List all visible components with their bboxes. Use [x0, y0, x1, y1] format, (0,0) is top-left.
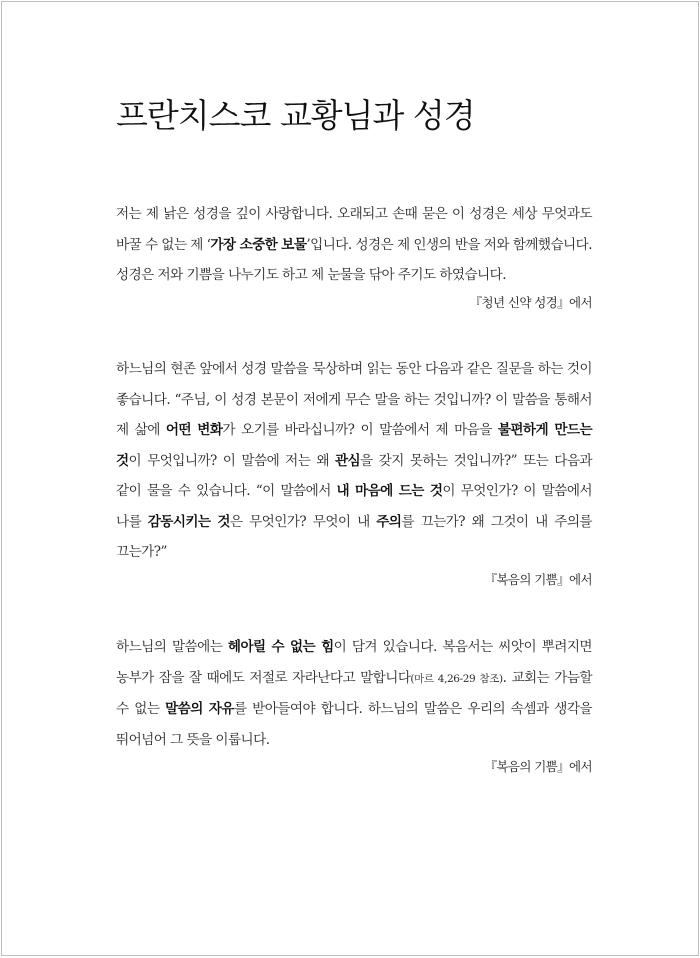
quote-source-1: 『청년 신약 성경』에서: [469, 294, 592, 310]
emphasis-text: 불편하게 만드는 것: [116, 422, 592, 469]
emphasis-text: 말씀의 자유: [165, 701, 234, 717]
quote-text: 이 무엇입니까? 이 말씀에 저는 왜: [128, 452, 335, 469]
quote-section-1: [116, 199, 592, 311]
quote-paragraph-2: [116, 354, 592, 568]
quote-text: 이 무엇인가? 이 말씀에서 나를: [116, 483, 592, 530]
page-title: 프란치스코 교황님과 성경: [116, 96, 475, 135]
book-page: [1, 1, 699, 956]
emphasis-text: 헤아릴 수 없는 힘: [227, 639, 334, 655]
quote-text: 하느님의 현존 앞에서 성경 말씀을 묵상하며 읽는 동안 다음과 같은 질문을 하는 것이 좋습니다. “주님, 이 성경 본문이 저에게 무슨 말을 하는 것입니까? 이 말씀을 통해서 제 삶에: [116, 361, 592, 438]
quote-text: 를 끄는가? 왜 그것이 내 주의를 끄는가?”: [116, 513, 593, 560]
quote-source-3: 『복음의 기쁨』에서: [484, 759, 592, 774]
quote-text: 을 갖지 못하는 것입니까?” 또는 다음과 같이 물을 수 있습니다. “이 말씀에서: [116, 452, 592, 499]
scripture-reference: (마르 4,26-29 참조): [410, 672, 503, 685]
emphasis-text: 감동시키는 것: [147, 513, 230, 530]
quote-section-3: [116, 632, 592, 775]
quote-text: ’입니다. 성경은 제 인생의 반을 저와 함께했습니다. 성경은 저와 기쁨을 나누기도 하고 제 눈물을 닦아 주기도 하였습니다.: [116, 236, 592, 283]
quote-text: 저는 제 낡은 성경을 깊이 사랑합니다. 오래되고 손때 묻은 이 성경은 세상 무엇과도 바꿀 수 없는 제 ‘: [116, 206, 592, 253]
emphasis-text: 주의: [376, 513, 402, 530]
quote-text: 은 무엇인가? 무엇이 내: [229, 513, 377, 530]
quote-section-2: [116, 354, 592, 588]
quote-text: 가 오기를 바라십니까? 이 말씀에서 제 마음을: [222, 422, 498, 438]
quote-text: 를 받아들여야 합니다. 하느님의 말씀은 우리의 속셈과 생각을 뛰어넘어 그 뜻을 이룹니다.: [116, 701, 592, 748]
quote-source-2: 『복음의 기쁨』에서: [484, 571, 592, 587]
quote-paragraph-3: [116, 632, 592, 755]
emphasis-text: 관심: [334, 452, 361, 469]
quote-paragraph-1: [116, 199, 592, 291]
emphasis-text: 어떤 변화: [165, 422, 223, 438]
emphasis-text: 내 마음에 드는 것: [336, 483, 443, 499]
emphasis-text: 가장 소중한 보물: [210, 236, 307, 253]
quote-text: 하느님의 말씀에는: [116, 639, 228, 655]
quote-text: . 교회는 가늠할 수 없는: [116, 669, 592, 717]
quote-text: 이 담겨 있습니다. 복음서는 씨앗이 뿌려지면 농부가 잠을 잘 때에도 저절로 자라난다고 말합니다: [116, 639, 593, 686]
